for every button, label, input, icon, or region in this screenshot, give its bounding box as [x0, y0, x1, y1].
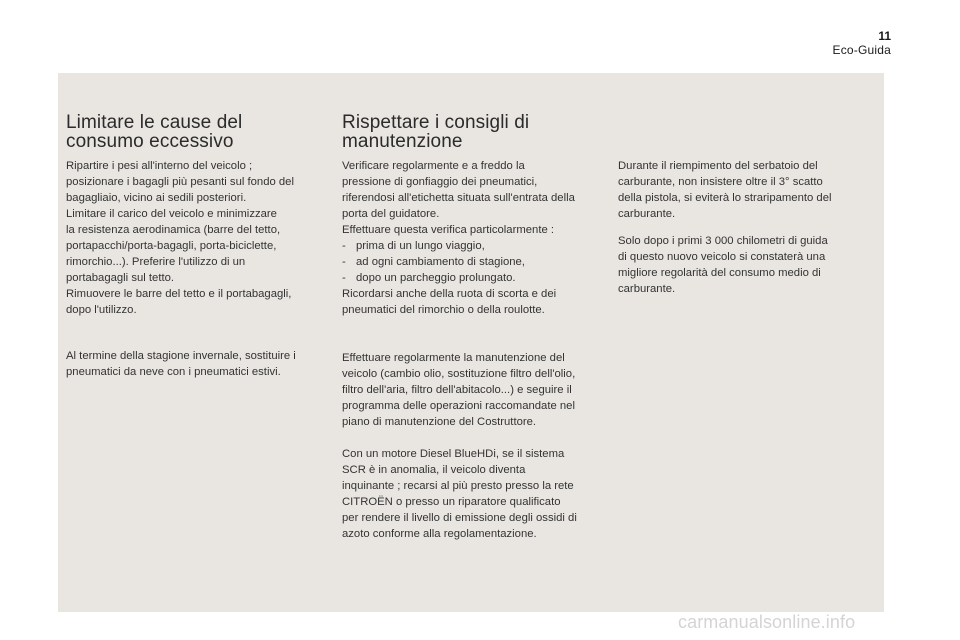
watermark: carmanualsonline.info	[678, 612, 856, 632]
paragraph-tyres-season: Al termine della stagione invernale, sostituire i pneumatici da neve con i pneumatici estivi.	[66, 350, 296, 378]
page-number: 11	[878, 29, 891, 43]
section-title-consumption: Limitare le cause del consumo eccessivo	[66, 112, 243, 152]
list-item: - prima di un lungo viaggio,	[342, 240, 485, 252]
paragraph-maintenance: Effettuare regolarmente la manutenzione del veicolo (cambio olio, sostituzione filtro dell'olio, filtro dell'aria, filtro dell'abitacolo...) e seguire il programma delle operazioni raccomandate nel piano di manutenzione del Costruttore.	[342, 352, 576, 428]
list-item: - ad ogni cambiamento di stagione,	[342, 256, 525, 268]
paragraph-running-in: Solo dopo i primi 3 000 chilometri di guida di questo nuovo veicolo si constaterà una migliore regolarità del consumo medio di carburante.	[618, 235, 828, 295]
paragraph-scr-system: Con un motore Diesel BlueHDi, se il sistema SCR è in anomalia, il veicolo diventa inquinante ; recarsi al più presto presso la rete CITROËN o presso un riparatore qualificato per rendere il livello di emissione degli ossidi di azoto conforme alla regolamentazione.	[342, 448, 577, 540]
paragraph-tyre-pressure: Verificare regolarmente e a freddo la pressione di gonfiaggio dei pneumatici, riferendosi all'etichetta situata sull'entrata della porta del guidatore. Effettuare questa verifica particolarmente : - prima di un lungo viaggio, - ad ogni cambiamento di stagione, - dopo un parcheggio prolungato. Ricordarsi anche della ruota di scorta e dei pneumatici del rimorchio o della roulotte.	[342, 160, 575, 316]
content-panel	[58, 73, 884, 612]
section-name: Eco-Guida	[832, 43, 891, 57]
list-item: - dopo un parcheggio prolungato.	[342, 272, 516, 284]
paragraph-load: Ripartire i pesi all'interno del veicolo ; posizionare i bagagli più pesanti sul fondo del bagagliaio, vicino ai sedili posteriori. Limitare il carico del veicolo e minimizzare la resistenza aerodinamica (barre del tetto, portapacchi/porta-bagagli, porta-biciclette, rimorchio...). Preferire l'utilizzo di un portabagagli sul tetto. Rimuovere le barre del tetto e il portabagagli, dopo l'utilizzo.	[66, 160, 294, 316]
paragraph-refuelling: Durante il riempimento del serbatoio del carburante, non insistere oltre il 3° scatto della pistola, si eviterà lo straripamento del carburante.	[618, 160, 832, 220]
page-header	[833, 30, 892, 57]
section-title-maintenance: Rispettare i consigli di manutenzione	[342, 112, 530, 152]
